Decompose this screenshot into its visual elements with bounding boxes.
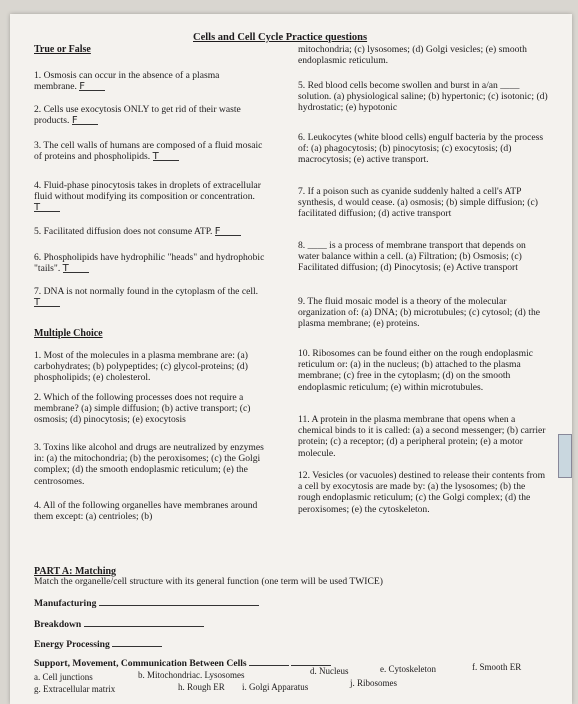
tf-answer-2[interactable]: F — [72, 115, 98, 125]
mc-question-1: 1. Most of the molecules in a plasma membrane are: (a) carbohydrates; (b) polypeptides; (c) glycol-proteins; (d) phospholipids; (e) cholesterol. — [34, 350, 248, 384]
mc-question-4: 4. All of the following organelles have membranes around them except: (a) centrioles; (b) — [34, 500, 258, 523]
option-h: h. Rough ER — [178, 682, 225, 692]
support-answer-blank-1[interactable] — [249, 656, 289, 666]
tf-answer-7[interactable]: T — [34, 297, 60, 307]
option-i: i. Golgi Apparatus — [242, 682, 309, 692]
mc-question-10: 10. Ribosomes can be found either on the rough endoplasmic reticulum or: (a) in the nucleus; (b) attached to the plasma membrane; (c) free in the cytoplasm; (d) on the smooth endoplasmic reticulum; (e) within microtubules. — [298, 348, 533, 393]
mc-question-9: 9. The fluid mosaic model is a theory of the molecular organization of: (a) DNA; (b) microtubules; (c) cytosol; (d) the plasma membrane; (e) proteins. — [298, 296, 540, 330]
support-answer-blank-2[interactable] — [291, 656, 331, 666]
tf-question-4: 4. Fluid-phase pinocytosis takes in droplets of extracellular fluid without modifying its composition or concentration. T — [34, 180, 261, 214]
manufacturing-answer-blank[interactable] — [99, 596, 259, 606]
function-energy: Energy Processing — [34, 637, 162, 650]
true-false-heading: True or False — [34, 44, 91, 55]
mc-question-7: 7. If a poison such as cyanide suddenly halted a cell's ATP synthesis, d would cease. (a) osmosis; (b) simple diffusion; (c) facilitated diffusion; (d) active transport — [298, 186, 538, 220]
mc-question-3: 3. Toxins like alcohol and drugs are neutralized by enzymes in: (a) the mitochondria; (b) the peroxisomes; (c) the Golgi complex; (d) the smooth endoplasmic reticulum; (e) the centrosomes. — [34, 442, 264, 487]
function-manufacturing: Manufacturing — [34, 596, 259, 609]
option-e: e. Cytoskeleton — [380, 664, 436, 674]
page-title: Cells and Cell Cycle Practice questions — [193, 32, 368, 43]
tf-question-2: 2. Cells use exocytosis ONLY to get rid of their waste products. F — [34, 104, 241, 127]
tf-question-1: 1. Osmosis can occur in the absence of a plasma membrane. F — [34, 70, 220, 93]
mc-question-12: 12. Vesicles (or vacuoles) destined to release their contents from a cell by exocytosis are made by: (a) the lysosomes; (b) the rough endoplasmic reticulum; (c) the Golgi complex; (d) the peroxisomes; (e) the cytoskeleton. — [298, 470, 546, 515]
mc-question-8: 8. ____ is a process of membrane transport that depends on water balance within a cell. (a) Filtration; (b) Osmosis; (c) Facilitated diffusion; (d) Pinocytosis; (e) Active transport — [298, 240, 526, 274]
tf-answer-5[interactable]: F — [215, 226, 241, 236]
tf-question-7: 7. DNA is not normally found in the cytoplasm of the cell. T — [34, 286, 259, 309]
tf-question-6: 6. Phospholipids have hydrophilic "heads" and hydrophobic "tails". T — [34, 252, 265, 275]
sticky-tab — [558, 434, 572, 478]
mc-question-4-continued: mitochondria; (c) lysosomes; (d) Golgi vesicles; (e) smooth endoplasmic reticulum. — [298, 44, 527, 67]
option-g: g. Extracellular matrix — [34, 684, 116, 694]
part-a-heading: PART A: Matching — [34, 566, 117, 577]
mc-question-6: 6. Leukocytes (white blood cells) engulf bacteria by the process of: (a) phagocytosis; (b) pinocytosis; (c) exocytosis; (d) macrocytosis; (e) active transport. — [298, 132, 544, 166]
tf-question-5: 5. Facilitated diffusion does not consume ATP. F — [34, 226, 279, 237]
worksheet-page — [10, 14, 572, 704]
tf-answer-1[interactable]: F — [79, 81, 105, 91]
energy-answer-blank[interactable] — [112, 637, 162, 647]
part-a-instructions: Match the organelle/cell structure with its general function (one term will be used TWICE) — [34, 576, 383, 587]
tf-answer-6[interactable]: T — [63, 263, 89, 273]
tf-answer-3[interactable]: T — [153, 151, 179, 161]
option-f: f. Smooth ER — [472, 662, 522, 672]
mc-question-2: 2. Which of the following processes does not require a membrane? (a) simple diffusion; (b) active transport; (c) osmosis; (d) pinocytosis; (e) exocytosis — [34, 392, 251, 426]
function-breakdown: Breakdown — [34, 617, 204, 630]
option-d: d. Nucleus — [310, 666, 349, 676]
option-a: a. Cell junctions — [34, 672, 93, 682]
tf-answer-4[interactable]: T — [34, 202, 60, 212]
mc-question-5: 5. Red blood cells become swollen and burst in a/an ____ solution. (a) physiological saline; (b) hypertonic; (c) isotonic; (d) hydrostatic; (e) hypotonic — [298, 80, 548, 114]
function-support: Support, Movement, Communication Between Cells — [34, 656, 414, 669]
option-b-c: b. Mitochondriac. Lysosomes — [138, 670, 245, 680]
tf-question-3: 3. The cell walls of humans are composed of a fluid mosaic of proteins and phospholipids. T — [34, 140, 263, 163]
breakdown-answer-blank[interactable] — [84, 617, 204, 627]
option-j: j. Ribosomes — [350, 678, 398, 688]
mc-question-11: 11. A protein in the plasma membrane that opens when a chemical binds to it is called: (a) a second messenger; (b) carrier protein; (c) a receptor; (d) a peripheral protein; (e) a motor molecule. — [298, 414, 546, 459]
multiple-choice-heading: Multiple Choice — [34, 328, 103, 339]
